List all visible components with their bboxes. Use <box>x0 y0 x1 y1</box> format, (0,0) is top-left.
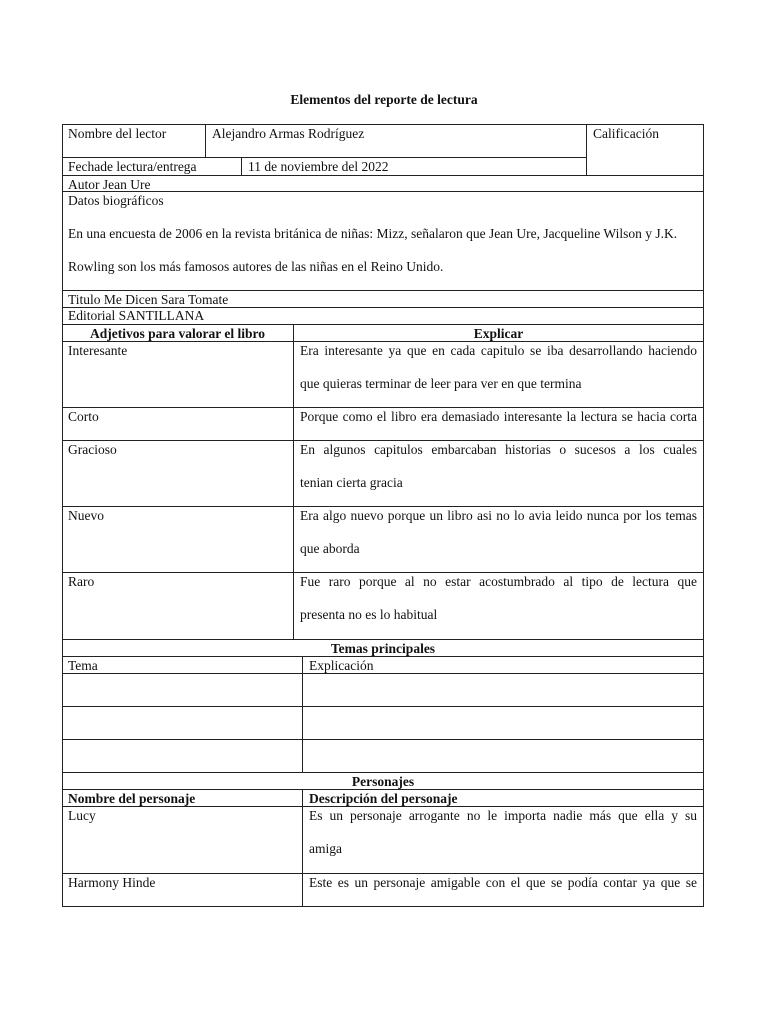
datos-text-line1: En una encuesta de 2006 en la revista británica de niñas: Mizz, señalaron que Jean Ure, Jacqueline Wilson y J.K. <box>68 226 678 241</box>
page-title: Elementos del reporte de lectura <box>290 92 478 107</box>
row-divider <box>62 572 704 573</box>
calificacion-label: Calificación <box>593 126 659 141</box>
explicar-col-header: Explicar <box>473 326 524 341</box>
titulo: Titulo Me Dicen Sara Tomate <box>68 292 229 307</box>
nombre-value: Alejandro Armas Rodríguez <box>212 126 365 141</box>
row-divider <box>62 739 704 740</box>
row-divider <box>62 407 704 408</box>
editorial: Editorial SANTILLANA <box>68 308 205 323</box>
explicar-cell-line1: Porque como el libro era demasiado interesante la lectura se hacia corta <box>300 409 697 424</box>
adjetivo-cell: Corto <box>68 409 99 424</box>
row-divider <box>62 290 704 291</box>
nombre-label: Nombre del lector <box>68 126 167 141</box>
adjetivo-cell: Nuevo <box>68 508 104 523</box>
row-divider <box>62 440 704 441</box>
personaje-nombre-cell: Lucy <box>68 808 96 823</box>
row-divider <box>62 789 704 790</box>
row-divider <box>62 324 704 325</box>
row-divider <box>62 191 704 192</box>
explicacion-col-header: Explicación <box>309 658 374 673</box>
explicar-cell-line2: tenian cierta gracia <box>300 475 403 490</box>
nombre-personaje-col-header: Nombre del personaje <box>68 791 196 806</box>
fecha-value: 11 de noviembre del 2022 <box>248 159 389 174</box>
personajes-heading: Personajes <box>351 774 415 789</box>
explicar-cell-line1: Era interesante ya que en cada capitulo se iba desarrollando haciendo <box>300 343 697 358</box>
autor: Autor Jean Ure <box>68 177 151 192</box>
adjetivo-cell: Gracioso <box>68 442 117 457</box>
datos-text-line2: Rowling son los más famosos autores de las niñas en el Reino Unido. <box>68 259 444 274</box>
personaje-nombre-cell: Harmony Hinde <box>68 875 156 890</box>
temas-heading: Temas principales <box>330 641 436 656</box>
row-divider <box>62 341 704 342</box>
row-divider <box>62 806 704 807</box>
explicar-cell-line1: Era algo nuevo porque un libro asi no lo avia leido nunca por los temas <box>300 508 697 523</box>
cell-divider <box>205 124 206 158</box>
adjetivos-col-header: Adjetivos para valorar el libro <box>90 326 265 341</box>
fecha-label: Fechade lectura/entrega <box>68 159 197 174</box>
adjetivo-cell: Raro <box>68 574 95 589</box>
cell-divider <box>241 157 242 176</box>
tema-col-header: Tema <box>68 658 98 673</box>
descripcion-personaje-col-header: Descripción del personaje <box>309 791 458 806</box>
row-divider <box>62 157 587 158</box>
row-divider <box>62 873 704 874</box>
explicar-cell-line2: presenta no es lo habitual <box>300 607 438 622</box>
explicar-cell-line1: Fue raro porque al no estar acostumbrado al tipo de lectura que <box>300 574 697 589</box>
personaje-descripcion-line1: Es un personaje arrogante no le importa nadie más que ella y su <box>309 808 697 823</box>
explicar-cell-line2: que quieras terminar de leer para ver en que termina <box>300 376 582 391</box>
row-divider <box>62 175 704 176</box>
explicar-cell-line1: En algunos capitulos embarcaban historias o sucesos a los cuales <box>300 442 697 457</box>
row-divider <box>62 506 704 507</box>
row-divider <box>62 673 704 674</box>
row-divider <box>62 706 704 707</box>
row-divider <box>62 656 704 657</box>
personaje-descripcion-line2: amiga <box>309 841 342 856</box>
cell-divider <box>586 124 587 176</box>
personaje-descripcion-line1: Este es un personaje amigable con el que se podía contar ya que se <box>309 875 697 890</box>
datos-label: Datos biográficos <box>68 193 164 208</box>
adjetivo-cell: Interesante <box>68 343 128 358</box>
cell-divider <box>293 324 294 640</box>
explicar-cell-line2: que aborda <box>300 541 360 556</box>
header-table <box>62 124 704 308</box>
